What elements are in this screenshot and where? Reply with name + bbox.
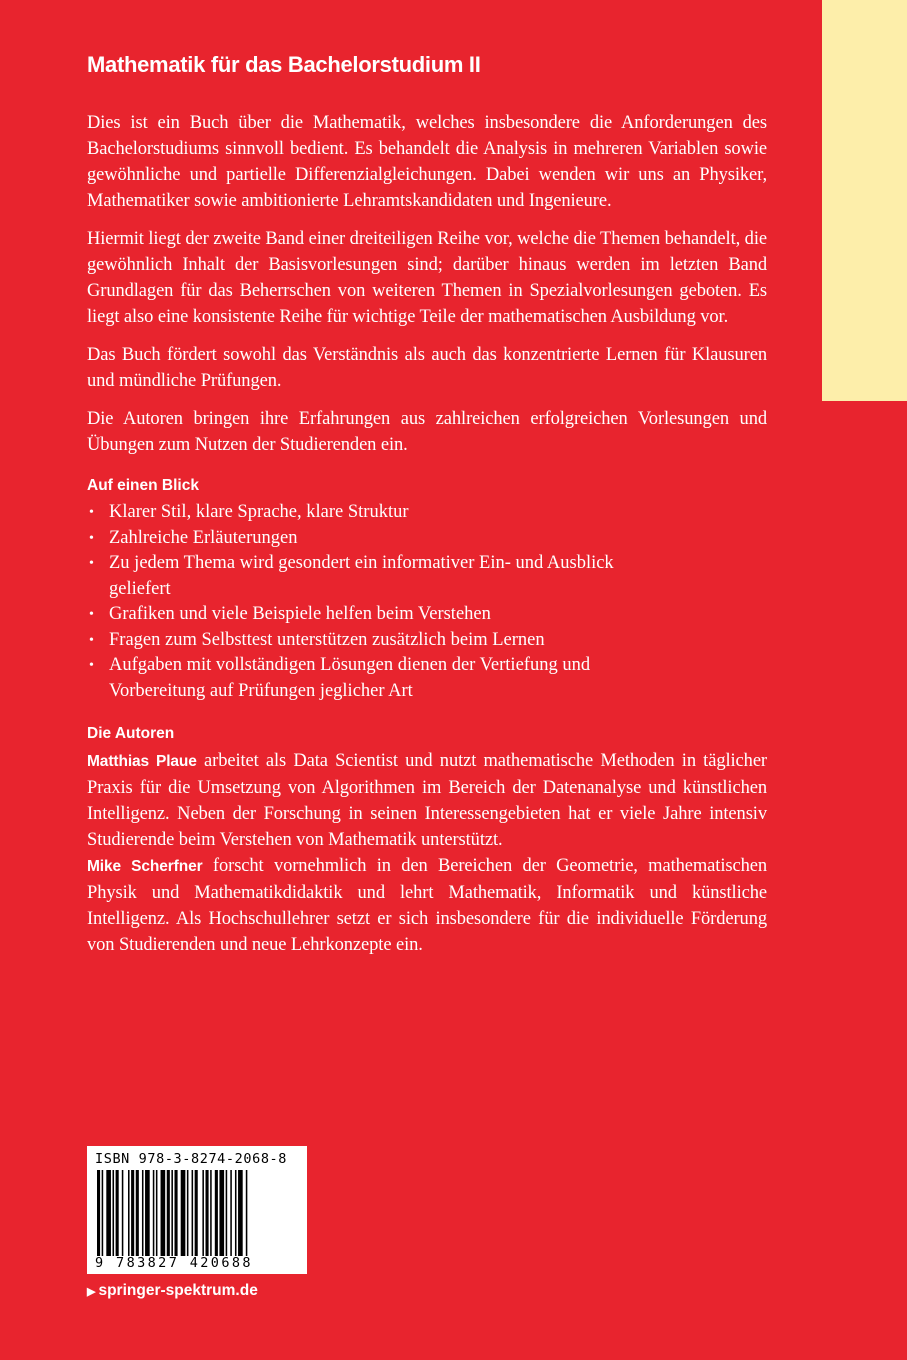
- bullet-icon: •: [89, 632, 94, 648]
- barcode-icon: [95, 1170, 299, 1256]
- arrow-right-icon: ▶: [87, 1286, 96, 1298]
- authors-heading: Die Autoren: [87, 725, 175, 743]
- isbn-label: ISBN 978-3-8274-2068-8: [95, 1151, 288, 1167]
- glance-heading: Auf einen Blick: [87, 477, 199, 495]
- book-title: Mathematik für das Bachelorstudium II: [87, 52, 481, 77]
- yellow-color-strip: [822, 0, 907, 401]
- list-item: [87, 653, 767, 704]
- description-paragraph-1: Dies ist ein Buch über die Mathematik, welches insbesondere die Anforderungen des Bachelorstudiums sinnvoll bedient. Es behandelt die Analysis in mehreren Variablen sowie gewöhnliche und partielle Differenzialgleichungen. Dabei wenden wir uns an Physiker, Mathematiker sowie ambitionierte Lehramtskandidaten und Ingenieure.: [87, 113, 767, 212]
- list-item-text: Zu jedem Thema wird gesondert ein informativer Ein- und Ausblick geliefert: [109, 553, 614, 599]
- list-item-text: Aufgaben mit vollständigen Lösungen dienen der Vertiefung und Vorbereitung auf Prüfungen jeglicher Art: [109, 655, 591, 701]
- list-item: [87, 602, 767, 628]
- description-paragraph-2: Hiermit liegt der zweite Band einer dreiteiligen Reihe vor, welche die Themen behandelt, die gewöhnlich Inhalt der Basisvorlesungen sind; darüber hinaus werden im letzten Band Grundlagen für das Beherrschen von weiteren Themen in Spezialvorlesungen geboten. Es liegt also eine konsistente Reihe für wichtige Teile der mathematischen Ausbildung vor.: [87, 229, 767, 328]
- list-item-text: Grafiken und viele Beispiele helfen beim Verstehen: [109, 604, 491, 625]
- list-item: [87, 526, 767, 552]
- list-item: [87, 628, 767, 654]
- author-bio-text: forscht vornehmlich in den Bereichen der Geometrie, mathematischen Physik und Mathematikdidaktik und lehrt Mathematik, Informatik und künstliche Intelligenz. Als Hochschullehrer setzt er sich insbesondere für die individuelle Förderung von Studierenden und neue Lehrkonzepte ein.: [87, 856, 767, 956]
- bullet-icon: •: [89, 607, 94, 623]
- description-paragraph-3: Das Buch fördert sowohl das Verständnis als auch das konzentrierte Lernen für Klausuren und mündliche Prüfungen.: [87, 345, 767, 392]
- bullet-icon: •: [89, 530, 94, 546]
- list-item-text: Klarer Stil, klare Sprache, klare Struktur: [109, 502, 409, 523]
- back-cover-content: [87, 52, 767, 958]
- list-item: [87, 551, 767, 602]
- author-name: Mike Scherfner: [87, 858, 203, 876]
- bullet-icon: •: [89, 658, 94, 674]
- author-name: Matthias Plaue: [87, 753, 197, 771]
- barcode-digits: 9 783827 420688: [95, 1255, 253, 1271]
- glance-list: [87, 500, 767, 704]
- website-text: springer-spektrum.de: [98, 1282, 258, 1299]
- list-item-text: Zahlreiche Erläuterungen: [109, 527, 298, 548]
- list-item-text: Fragen zum Selbsttest unterstützen zusätzlich beim Lernen: [109, 629, 545, 650]
- author-bio-text: arbeitet als Data Scientist und nutzt mathematische Methoden in täglicher Praxis für die Umsetzung von Algorithmen im Bereich der Datenanalyse und künstlichen Intelligenz. Neben der Forschung in seinen Interessengebieten hat er viele Jahre intensiv Studierende beim Verstehen von Mathematik unterstützt.: [87, 751, 767, 851]
- list-item: [87, 500, 767, 526]
- description-paragraph-4: Die Autoren bringen ihre Erfahrungen aus zahlreichen erfolgreichen Vorlesungen und Übungen zum Nutzen der Studierenden ein.: [87, 409, 767, 456]
- isbn-barcode: [87, 1146, 307, 1274]
- bullet-icon: •: [89, 505, 94, 521]
- website-link[interactable]: [87, 1282, 258, 1300]
- bullet-icon: •: [89, 556, 94, 572]
- author-bio-plaue: [87, 748, 767, 853]
- author-bio-scherfner: [87, 853, 767, 958]
